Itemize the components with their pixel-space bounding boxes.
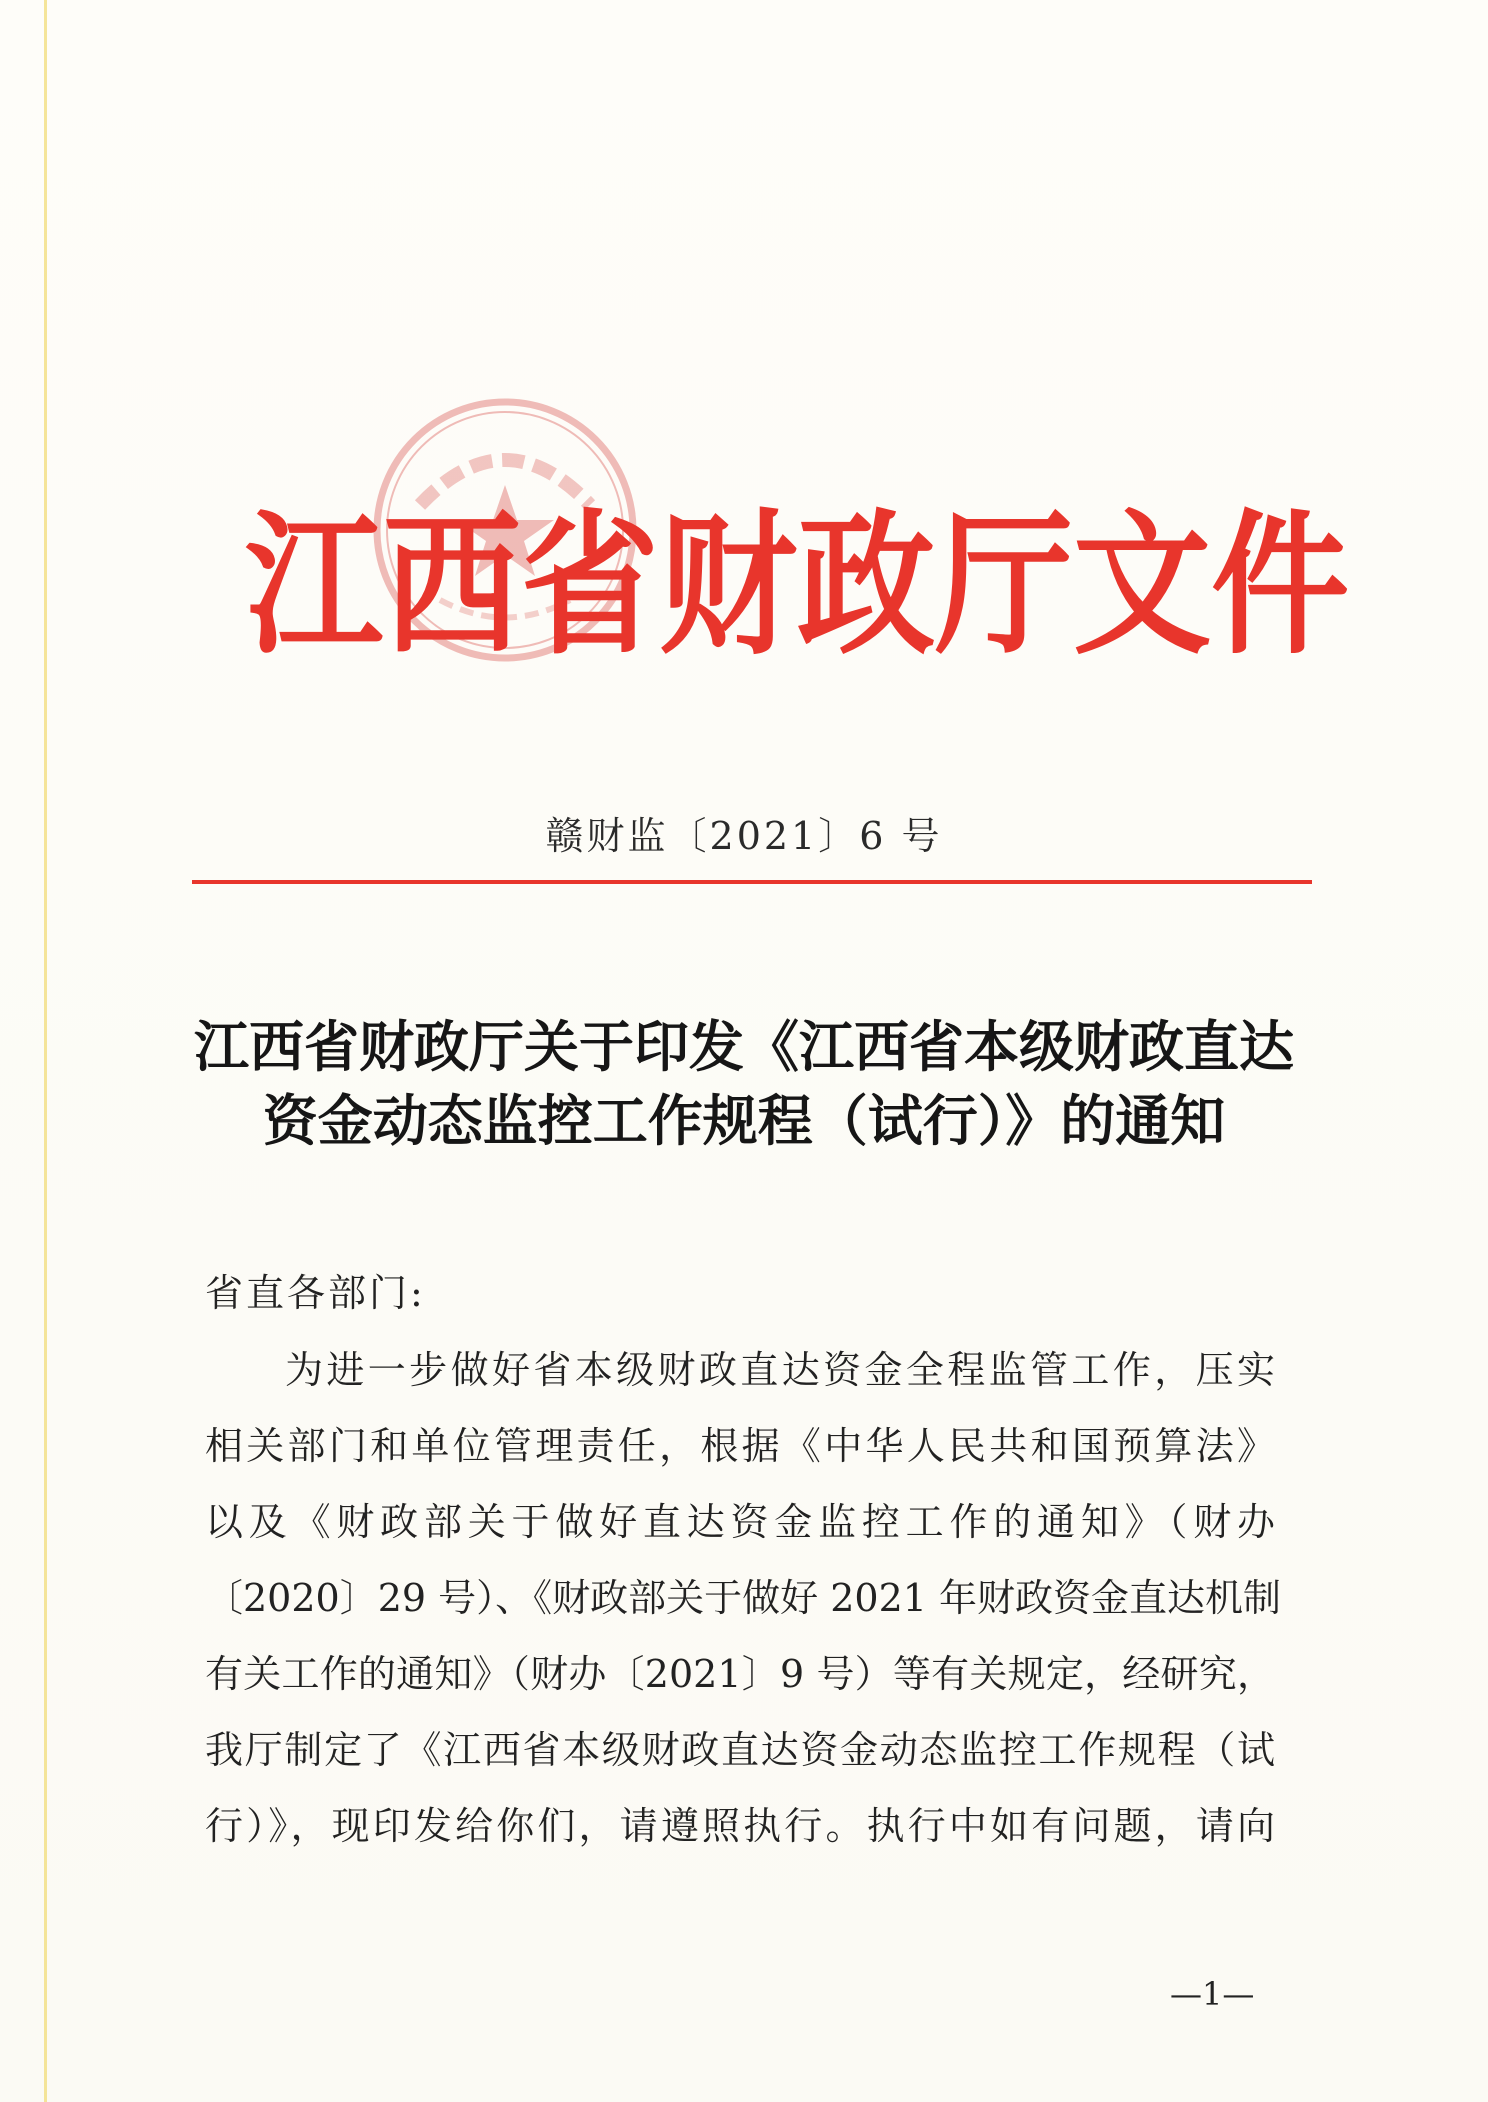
body-line: 〔2020〕29 号）、《财政部关于做好 2021 年财政资金直达机制	[205, 1576, 1282, 1620]
body-line: 相关部门和单位管理责任，根据《中华人民共和国预算法》	[205, 1424, 1275, 1468]
masthead-char: 政	[797, 493, 936, 676]
binding-margin-line	[44, 0, 47, 2102]
masthead-char: 西	[383, 493, 522, 676]
document-title	[150, 1010, 1338, 1158]
body-line: 以及《财政部关于做好直达资金监控工作的通知》（财办	[205, 1500, 1275, 1544]
body-line: 为进一步做好省本级财政直达资金全程监管工作，压实	[285, 1348, 1275, 1392]
title-line-2: 资金动态监控工作规程（试行）》的通知	[262, 1088, 1226, 1153]
title-line-1: 江西省财政厅关于印发《江西省本级财政直达	[193, 1014, 1294, 1079]
masthead-char: 件	[1211, 493, 1350, 676]
masthead-char: 文	[1073, 493, 1212, 676]
red-divider-line	[192, 880, 1312, 884]
body-line: 行）》，现印发给你们，请遵照执行。执行中如有问题，请向	[205, 1804, 1275, 1848]
masthead-char: 财	[659, 493, 798, 676]
masthead-char: 江	[245, 493, 384, 676]
document-masthead	[245, 493, 1350, 676]
body-text	[205, 1332, 1282, 1864]
salutation: 省直各部门:	[205, 1271, 426, 1315]
masthead-char: 省	[521, 493, 660, 676]
page-number: —1—	[1170, 1975, 1255, 2013]
body-line: 有关工作的通知》（财办〔2021〕9 号）等有关规定，经研究，	[205, 1652, 1275, 1696]
document-number: 赣财监〔2021〕6 号	[545, 814, 943, 858]
masthead-char: 厅	[935, 493, 1074, 676]
body-line: 我厅制定了《江西省本级财政直达资金动态监控工作规程（试	[205, 1728, 1275, 1772]
